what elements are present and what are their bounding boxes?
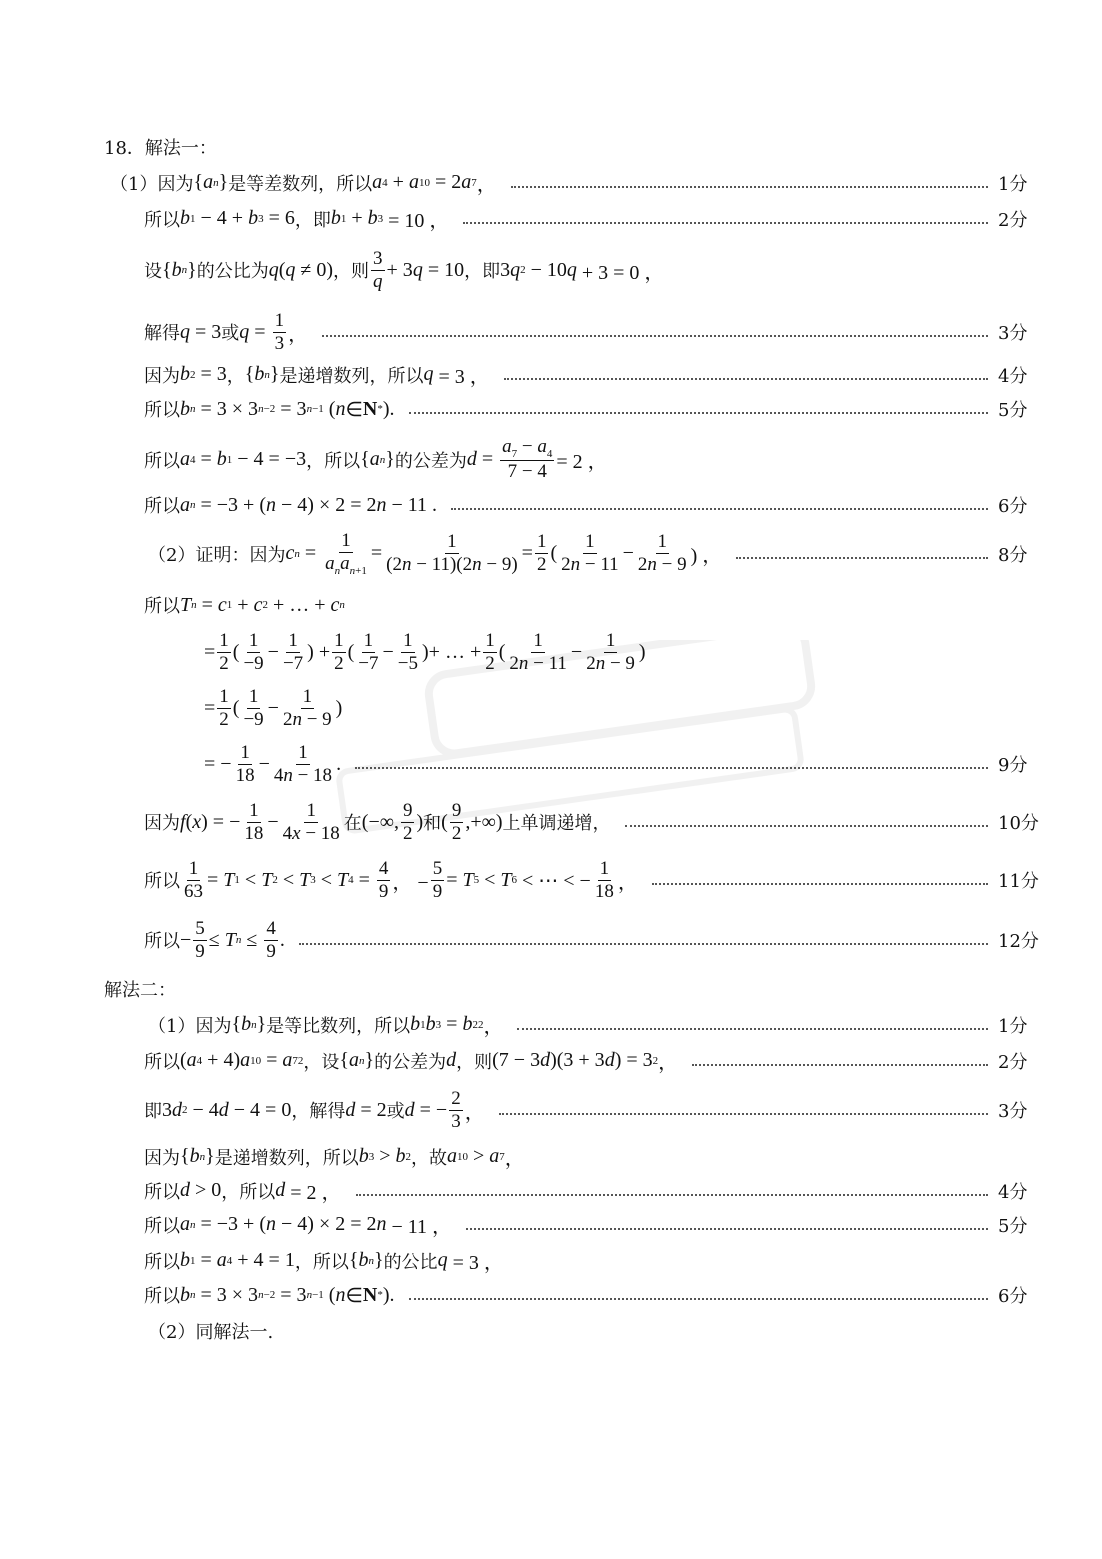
score-label: 2分 xyxy=(998,209,1028,231)
m1-line-10: 所以 T n = c 1 + c 2 + … + c n xyxy=(144,593,345,617)
m1-line-3: 设 { b n } 的公比为 q ( q ≠ 0) ，则 $\frac{3}{q}$ + 3 q = 10 ，即 3 q 2 − 10 q + 3 = 0 ， xyxy=(144,248,665,292)
m2-line-6: 所以 a n = −3 + ( n − 4) × 2 = 2 n − 11 ， 5分 xyxy=(0,1210,1102,1239)
m1-line-1: （1）因为 { a n } 是等差数列，所以 a 4 + a 10 = 2 a 7 ， 1分 xyxy=(0,168,1102,197)
score-label: 3分 xyxy=(998,1101,1028,1123)
m1-line-6: 所以 b n = 3 × 3 n−2 = 3 n−1 ( n ∈ N * ). 5分 xyxy=(0,396,1102,422)
m2-line-3: 即 3 d 2 − 4 d − 4 = 0 ，解得 d = 2 或 d = − $\frac{2}{3}$ ， 3分 xyxy=(0,1088,1102,1133)
m1-line-16: 所以 − $\frac{5}{9}$ ≤ T n ≤ $\frac{4}{9}$ . 12分 xyxy=(0,918,1102,963)
solution-1-heading: 18．解法一： xyxy=(104,138,217,159)
m1-line-4: 解得 q = 3 或 q = $\frac{1}{3}$ ， 3分 xyxy=(0,310,1102,355)
m1-line-13: = − $\frac{1}{18}$ − $\frac{1}{4n - 18}$ . 9分 xyxy=(0,742,1102,787)
m2-line-1: （1）因为 { b n } 是等比数列，所以 b 1 b 3 = b 2 2 ， 1分 xyxy=(0,1010,1102,1039)
score-label: 1分 xyxy=(998,173,1028,195)
score-label: 11分 xyxy=(998,871,1039,893)
m1-line-7: 所以 a 4 = b 1 − 4 = −3 ，所以 { a n } 的公差为 d = $\frac{a_7 - a_4}{7 - 4}$ = 2 ， xyxy=(144,436,608,483)
m1-line-2: 所以 b 1 − 4 + b 3 = 6 ，即 b 1 + b 3 = 10 ， 2分 xyxy=(0,204,1102,233)
score-label: 5分 xyxy=(998,1215,1028,1237)
score-label: 6分 xyxy=(998,496,1028,517)
leader-dots xyxy=(511,186,988,188)
score-label: 1分 xyxy=(998,1015,1028,1037)
m1-line-11: = $\frac{1}{2}$ ( $\frac{1}{-9}$ − $\frac{1}{-7}$ ) + $\frac{1}{2}$ ( $\frac{1}{-7}$ − $\frac{1}{-5}$ )+ … + $\frac{1}{2}$ ( $\frac{1}{2n - 11}$ − $\frac{1}{2n - 9}$ ) xyxy=(204,630,646,674)
score-label: 8分 xyxy=(998,544,1028,566)
m1-line-12: = $\frac{1}{2}$ ( $\frac{1}{-9}$ − $\frac{1}{2n - 9}$ ) xyxy=(204,686,343,730)
score-label: 5分 xyxy=(998,400,1028,421)
m2-line-2: 所以 ( a 4 + 4) a 10 = a 7 2 ，设 { a n } 的公差为 d ，则 (7 − 3 d )(3 + 3 d ) = 3 2 ， 2分 xyxy=(0,1046,1102,1075)
m2-line-4: 因为 { b n } 是递增数列，所以 b 3 > b 2 ，故 a 10 > a 7 ， xyxy=(144,1145,525,1170)
m2-line-8: 所以 b n = 3 × 3 n−2 = 3 n−1 ( n ∈ N * ). 6分 xyxy=(0,1282,1102,1308)
score-label: 6分 xyxy=(998,1286,1028,1307)
m1-line-9: （2）证明：因为 c n = $\frac{1}{a_na_{n+1}}$ = $\frac{1}{(2n - 11)(2n - 9)}$ = $\frac{1}{2}$ ( $\frac{1}{2n - 11}$ − $\frac{1}{2n - 9}$ ) ， 8分 xyxy=(0,530,1102,577)
score-label: 10分 xyxy=(998,813,1039,835)
m2-line-9: （2）同解法一. xyxy=(148,1322,274,1343)
m1-line-14: 因为 f ( x ) = − $\frac{1}{18}$ − $\frac{1}{4x - 18}$ 在 (−∞, $\frac{9}{2}$ ) 和 ( $\frac{9}{2}$ ,+∞) 上单调递增， 10分 xyxy=(0,800,1102,845)
m2-line-7: 所以 b 1 = a 4 + 4 = 1 ，所以 { b n } 的公比 q = 3 ， xyxy=(144,1249,504,1274)
score-label: 4分 xyxy=(998,1181,1028,1203)
solution-2-heading: 解法二： xyxy=(104,980,176,1001)
m1-line-15: 所以 $\frac{1}{63}$ = T 1 < T 2 < T 3 < T 4 = $\frac{4}{9}$ ， − $\frac{5}{9}$ = T 5 < T 6 < ⋯ < − $\frac{1}{18}$ ， 11分 xyxy=(0,858,1102,903)
score-label: 4分 xyxy=(998,365,1028,387)
score-label: 2分 xyxy=(998,1051,1028,1073)
m1-line-8: 所以 a n = −3 + ( n − 4) × 2 = 2 n − 11 . 6分 xyxy=(0,492,1102,518)
m1-line-5: 因为 b 2 = 3 ， { b n } 是递增数列，所以 q = 3 ， 4分 xyxy=(0,360,1102,389)
m2-line-5: 所以 d > 0 ，所以 d = 2 ， 4分 xyxy=(0,1176,1102,1205)
score-label: 12分 xyxy=(998,931,1039,953)
score-label: 9分 xyxy=(998,755,1028,777)
score-label: 3分 xyxy=(998,323,1028,345)
